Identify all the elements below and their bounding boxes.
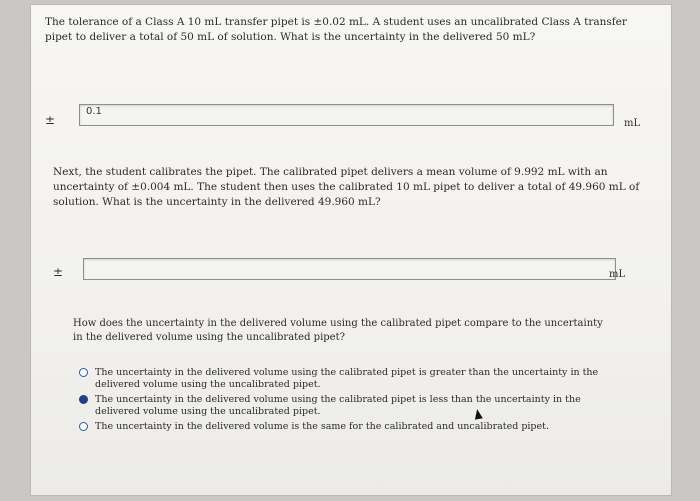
radio-button-selected[interactable] (79, 395, 88, 404)
option-same[interactable] (79, 421, 599, 433)
question-page (30, 4, 672, 496)
plus-minus-symbol-1: ± (45, 113, 56, 127)
answer-input-1-value: 0.1 (86, 106, 102, 117)
option-greater[interactable] (79, 367, 599, 391)
option-less[interactable] (79, 394, 599, 418)
mouse-cursor-icon (473, 408, 483, 419)
radio-button-unselected[interactable] (79, 368, 88, 377)
question-1-text: The tolerance of a Class A 10 mL transfer pipet is ±0.02 mL. A student uses an uncalibrated Class A transfer pipet to deliver a total of 50 mL of solution. What is the uncertainty in the delivered 50 mL? (45, 16, 627, 43)
radio-button-unselected[interactable] (79, 422, 88, 431)
option-label: The uncertainty in the delivered volume using the calibrated pipet is greater than the uncertainty in the delivered volume using the uncalibrated pipet. (95, 367, 599, 390)
option-label: The uncertainty in the delivered volume is the same for the calibrated and uncalibrated pipet. (95, 421, 549, 432)
unit-label-1: mL (624, 118, 641, 129)
question-3-text: How does the uncertainty in the delivered volume using the calibrated pipet compare to the uncertainty in the delivered volume using the uncalibrated pipet? (73, 318, 603, 343)
question-2-text: Next, the student calibrates the pipet. The calibrated pipet delivers a mean volume of 9.992 mL with an uncertainty of ±0.004 mL. The student then uses the calibrated 10 mL pipet to deliver a total of 49.960 mL of solution. What is the uncertainty in the delivered 49.960 mL? (53, 166, 640, 208)
unit-label-2: mL (609, 269, 626, 280)
answer-options (79, 367, 599, 436)
answer-input-1[interactable] (79, 104, 614, 126)
option-label: The uncertainty in the delivered volume using the calibrated pipet is less than the uncertainty in the delivered volume using the uncalibrated pipet. (95, 394, 581, 417)
answer-input-2[interactable] (83, 258, 616, 280)
plus-minus-symbol-2: ± (53, 265, 64, 279)
